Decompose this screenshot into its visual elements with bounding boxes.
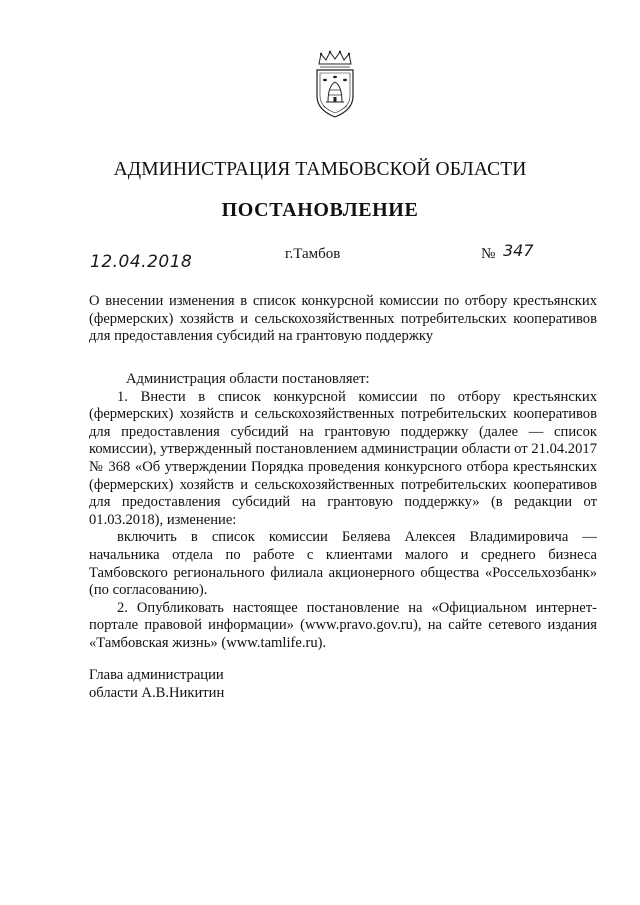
signature-name: области А.В.Никитин bbox=[89, 684, 225, 701]
document-date: 12.04.2018 bbox=[90, 252, 193, 272]
coat-of-arms-icon bbox=[311, 50, 359, 120]
organization-title: АДМИНИСТРАЦИЯ ТАМБОВСКОЙ ОБЛАСТИ bbox=[113, 159, 527, 180]
signature-title: Глава администрации bbox=[89, 667, 224, 683]
signature-block bbox=[89, 667, 224, 702]
body-item-1: 1. Внести в список конкурсной комиссии по отбору крестьянских (фермерских) хозяйств и сельскохозяйственных потребительских кооперативов для предоставления субсидий на грантовую поддержку (далее — список комиссии), утвержденный постановлением администрации области от 21.04.2017 № 368 «Об утверждении Порядка проведения конкурсного отбора крестьянских (фермерских) хозяйств и сельскохозяйственных потребительских кооперативов для предоставления субсидий на грантовую поддержку» (в редакции от 01.03.2018), изменение: bbox=[89, 388, 597, 528]
document-type-heading: ПОСТАНОВЛЕНИЕ bbox=[221, 199, 419, 221]
body-item-1-change: включить в список комиссии Беляева Алексея Владимировича — начальника отдела по работе с клиентами малого и среднего бизнеса Тамбовского регионального филиала акционерного общества «Россельхозбанк» (по согласованию). bbox=[89, 529, 597, 599]
document-number-label: № bbox=[481, 246, 496, 262]
document-subject: О внесении изменения в список конкурсной комиссии по отбору крестьянских (фермерских) хозяйств и сельскохозяйственных потребительских кооперативов для предоставления субсидий на грантовую поддержку bbox=[89, 293, 597, 345]
document-city: г.Тамбов bbox=[285, 246, 341, 262]
body-intro: Администрация области постановляет: bbox=[126, 371, 370, 387]
document-body bbox=[89, 371, 597, 653]
document-number: 347 bbox=[503, 241, 534, 260]
body-item-2: 2. Опубликовать настоящее постановление на «Официальном интернет-портале правовой информации» (www.pravo.gov.ru), на сайте сетевого издания «Тамбовская жизнь» (www.tamlife.ru). bbox=[89, 599, 597, 651]
